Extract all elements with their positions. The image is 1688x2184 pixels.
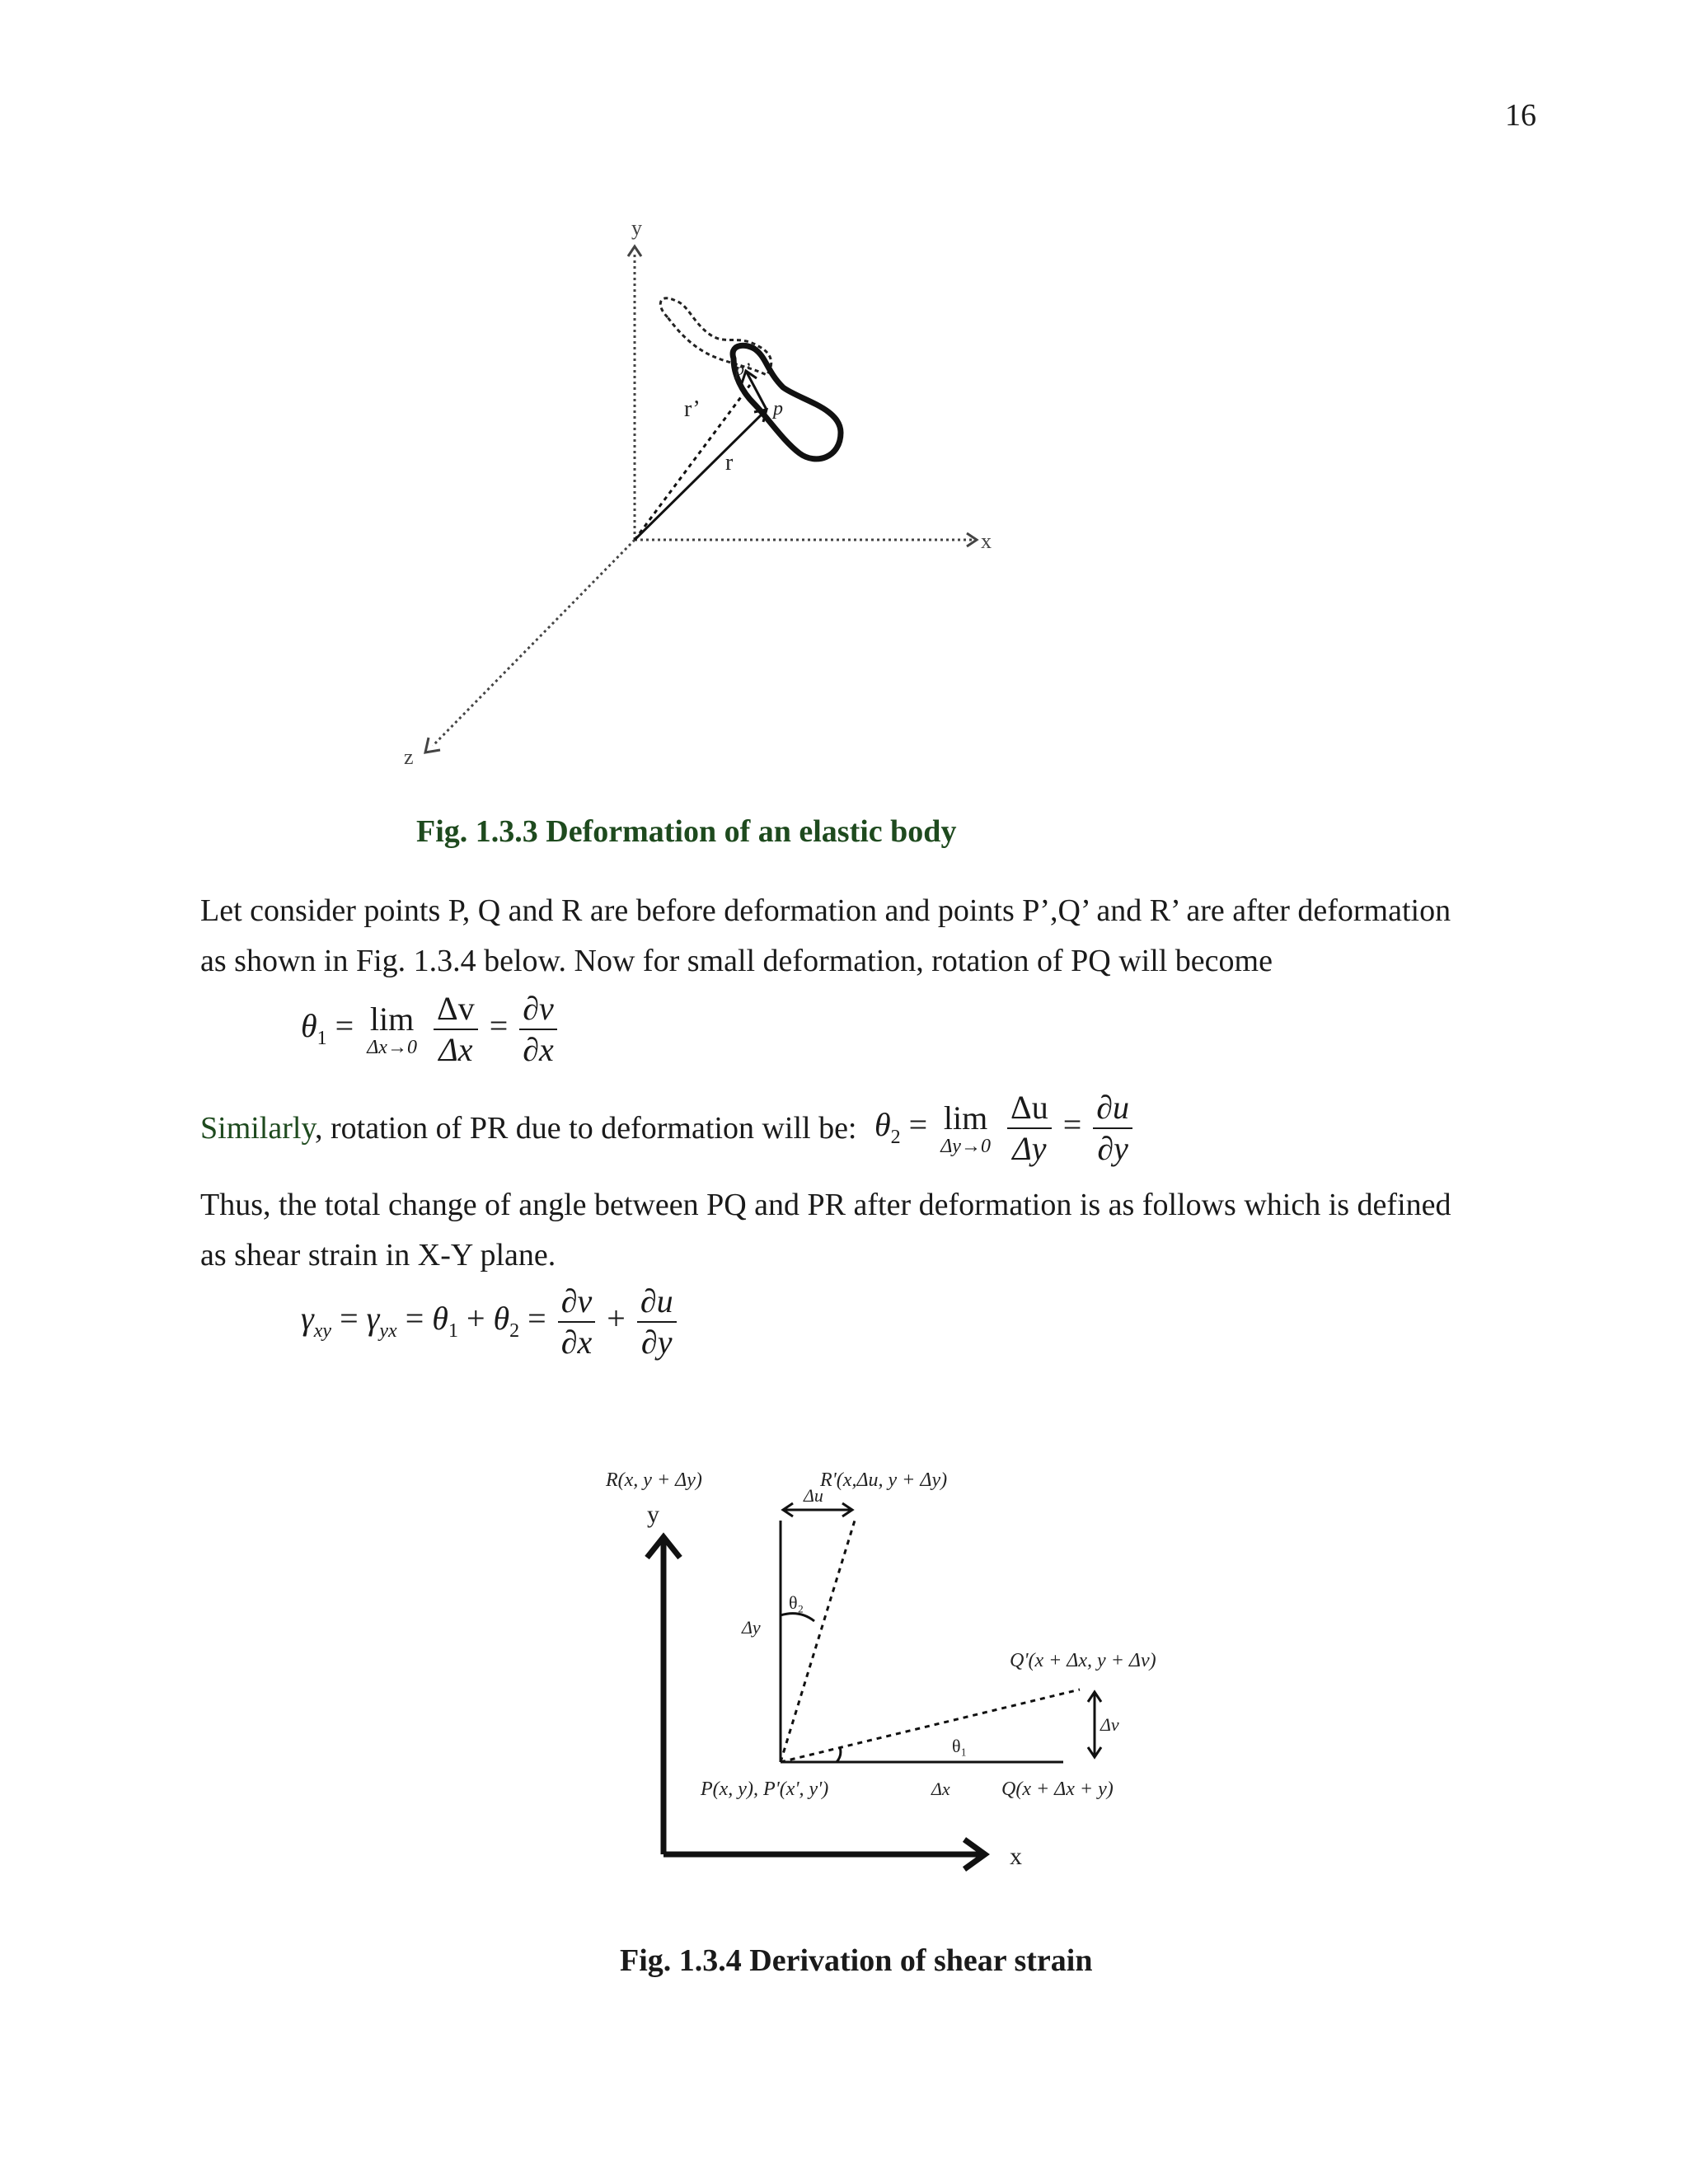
z-axis-label: z bbox=[404, 745, 414, 769]
paragraph-3 bbox=[200, 1180, 1552, 1281]
label-delta-u: Δu bbox=[804, 1485, 823, 1506]
lim-subscript-x: Δx→0 bbox=[367, 1037, 417, 1058]
label-Q-prime: Q'(x + Δx, y + Δv) bbox=[1010, 1650, 1156, 1671]
original-body-outline bbox=[660, 298, 771, 375]
equation-shear-strain bbox=[301, 1282, 680, 1362]
x-axis-label: x bbox=[1010, 1843, 1022, 1870]
paragraph-3-line-1: Thus, the total change of angle between PQ and PR after deformation is as follows which is defined bbox=[200, 1188, 1451, 1222]
limit-x bbox=[367, 1001, 417, 1057]
equals-sign: = bbox=[528, 1300, 546, 1338]
denominator-partial-y: ∂y bbox=[640, 1324, 673, 1361]
gamma-symbol: γ bbox=[301, 1300, 314, 1338]
gamma-subscript-xy: xy bbox=[313, 1320, 332, 1343]
label-p-prime: p’ bbox=[735, 359, 751, 379]
theta1-subscript: 1 bbox=[448, 1320, 458, 1343]
paragraph-1 bbox=[200, 886, 1552, 987]
label-delta-v: Δv bbox=[1100, 1714, 1119, 1735]
similarly-text: , rotation of PR due to deformation will be: bbox=[314, 1111, 857, 1146]
equals-sign: = bbox=[1062, 1106, 1082, 1144]
vector-r bbox=[635, 410, 767, 540]
numerator-partial-u: ∂u bbox=[1093, 1088, 1132, 1129]
numerator-partial-v: ∂v bbox=[558, 1282, 596, 1323]
label-r-prime: r’ bbox=[684, 396, 701, 422]
figure1-caption: Fig. 1.3.3 Deformation of an elastic body bbox=[416, 814, 957, 849]
y-axis-label: y bbox=[647, 1501, 659, 1528]
fraction-du-dy bbox=[1007, 1088, 1052, 1169]
edge-PR-deformed bbox=[781, 1521, 855, 1762]
fraction-partial-v-x bbox=[558, 1282, 596, 1362]
z-axis-arrow-icon bbox=[425, 738, 440, 752]
similarly-word: Similarly bbox=[200, 1111, 315, 1146]
lim-word: lim bbox=[369, 1001, 415, 1038]
label-r: r bbox=[725, 450, 734, 476]
label-Q: Q(x + Δx + y) bbox=[1001, 1779, 1114, 1800]
theta-symbol: θ bbox=[874, 1106, 891, 1144]
denominator-delta-y: Δy bbox=[1012, 1130, 1047, 1167]
theta2-subscript: 2 bbox=[509, 1320, 520, 1343]
limit-y bbox=[940, 1100, 991, 1156]
label-p: p bbox=[773, 398, 783, 419]
label-delta-y: Δy bbox=[742, 1617, 761, 1638]
theta2-subscript: 2 bbox=[890, 1127, 901, 1149]
equation-theta2 bbox=[874, 1088, 1136, 1169]
denominator-partial-x: ∂x bbox=[523, 1031, 554, 1068]
y-axis-label: y bbox=[631, 216, 642, 240]
edge-PQ-deformed bbox=[781, 1690, 1080, 1762]
label-delta-x: Δx bbox=[931, 1779, 950, 1799]
figure-shear-strain-derivation bbox=[593, 1451, 1203, 1896]
plus-sign: + bbox=[466, 1300, 485, 1338]
page-number: 16 bbox=[1505, 98, 1536, 133]
label-theta2: θ₂ bbox=[789, 1592, 804, 1613]
theta1-arc bbox=[837, 1747, 841, 1762]
equation-theta1 bbox=[301, 989, 560, 1070]
numerator-delta-u: Δu bbox=[1007, 1088, 1052, 1129]
figure-deformation-elastic-body bbox=[379, 210, 1006, 771]
lim-subscript-y: Δy→0 bbox=[940, 1136, 991, 1157]
figure2-caption: Fig. 1.3.4 Derivation of shear strain bbox=[620, 1943, 1093, 1978]
theta-symbol: θ bbox=[301, 1007, 317, 1045]
numerator-delta-v: Δv bbox=[434, 989, 478, 1030]
label-R-prime: R'(x,Δu, y + Δy) bbox=[820, 1469, 948, 1491]
equals-sign: = bbox=[908, 1106, 928, 1144]
fraction-partial-v-x bbox=[519, 989, 557, 1070]
equals-sign: = bbox=[340, 1300, 359, 1338]
lim-word: lim bbox=[943, 1099, 988, 1137]
denominator-delta-x: Δx bbox=[438, 1031, 473, 1068]
paragraph-3-line-2: as shear strain in X-Y plane. bbox=[200, 1238, 556, 1272]
label-P: P(x, y), P'(x', y') bbox=[701, 1779, 829, 1800]
theta-symbol: θ bbox=[493, 1300, 510, 1338]
denominator-partial-y: ∂y bbox=[1097, 1130, 1128, 1167]
theta1-subscript: 1 bbox=[316, 1028, 327, 1050]
theta-symbol: θ bbox=[432, 1300, 448, 1338]
z-axis bbox=[433, 540, 635, 746]
equals-sign: = bbox=[335, 1007, 354, 1045]
denominator-partial-x: ∂x bbox=[560, 1324, 593, 1361]
label-R: R(x, y + Δy) bbox=[606, 1469, 702, 1491]
fraction-partial-u-y bbox=[637, 1282, 677, 1362]
fraction-dv-dx bbox=[434, 989, 478, 1070]
fraction-partial-u-y bbox=[1093, 1088, 1132, 1169]
equals-sign: = bbox=[489, 1007, 509, 1045]
numerator-partial-u: ∂u bbox=[637, 1282, 677, 1323]
x-axis-label: x bbox=[981, 529, 992, 553]
gamma-symbol: γ bbox=[366, 1300, 380, 1338]
numerator-partial-v: ∂v bbox=[519, 989, 557, 1030]
paragraph-1-line-1: Let consider points P, Q and R are before deformation and points P’,Q’ and R’ are after deformation bbox=[200, 893, 1451, 928]
gamma-subscript-yx: yx bbox=[379, 1320, 397, 1343]
paragraph-similarly bbox=[200, 1088, 1136, 1169]
plus-sign: + bbox=[607, 1300, 626, 1338]
label-theta1: θ₁ bbox=[952, 1736, 968, 1756]
equals-sign: = bbox=[405, 1300, 424, 1338]
paragraph-1-line-2: as shown in Fig. 1.3.4 below. Now for small deformation, rotation of PQ will become bbox=[200, 944, 1273, 978]
theta2-arc bbox=[781, 1614, 814, 1621]
